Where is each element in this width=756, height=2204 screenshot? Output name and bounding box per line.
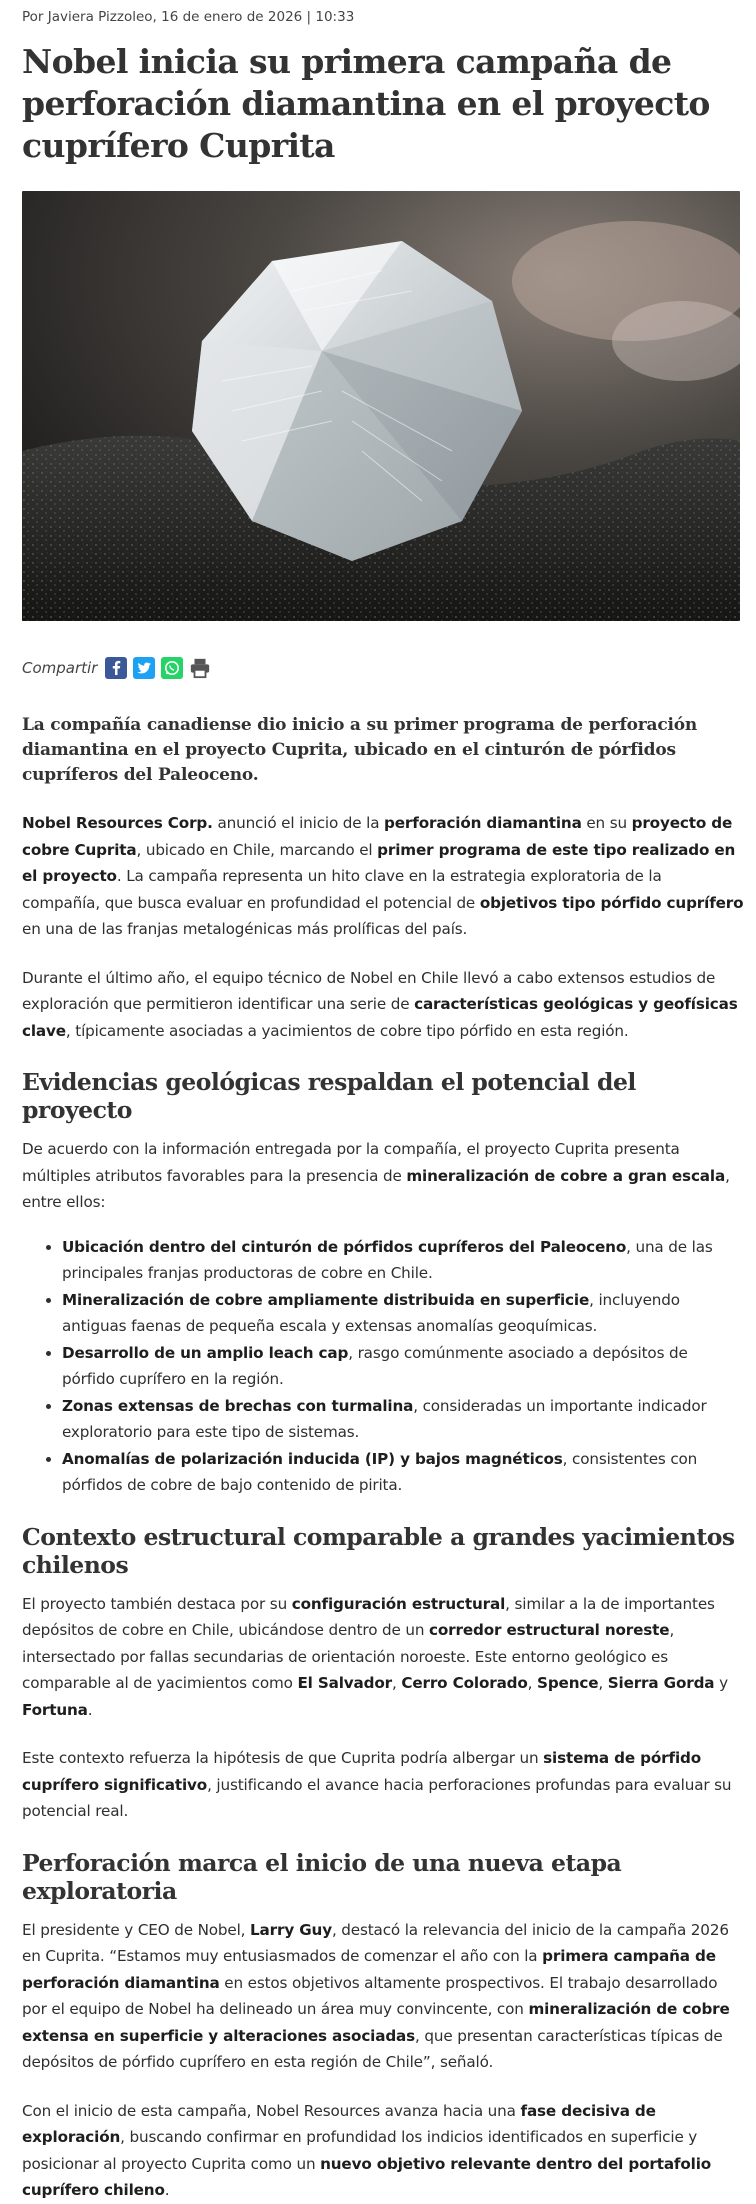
emphasis-text: Larry Guy [250,1920,332,1939]
twitter-icon[interactable] [133,657,155,679]
list-item: • Zonas extensas de brechas con turmalina, consideradas un importante indicador exploratorio para este tipo de sistemas. [62,1393,744,1446]
section-heading-evidencias: Evidencias geológicas respaldan el potencial del proyecto [22,1068,636,1124]
emphasis-text: Zonas extensas de brechas con turmalina [62,1396,414,1415]
list-item: • Mineralización de cobre ampliamente distribuida en superficie, incluyendo antiguas faenas de pequeña escala y extensas anomalías geoquímicas. [62,1287,744,1340]
emphasis-text: nuevo objetivo relevante dentro del portafolio cuprífero chileno [22,2154,712,2199]
emphasis-text: sistema de pórfido cuprífero significativo [22,1749,702,1794]
emphasis-text: Nobel Resources Corp. [22,814,213,832]
paragraph-5: Este contexto refuerza la hipótesis de que Cuprita podría albergar un sistema de pórfido cuprífero significativo, justificando el avance hacia perforaciones profundas para evaluar su potencial real. [22,1749,732,1820]
emphasis-text: Spence [537,1674,599,1692]
print-icon[interactable] [189,657,211,679]
emphasis-text: primer programa de este tipo realizado en el proyecto [22,840,736,885]
byline [22,8,744,30]
diamond-photo [22,191,740,621]
emphasis-text: características geológicas y geofísicas clave [22,995,738,1040]
emphasis-text: proyecto de cobre Cuprita [22,814,733,859]
emphasis-text: El Salvador [297,1674,392,1692]
emphasis-text: Ubicación dentro del cinturón de pórfidos cupríferos del Paleoceno [62,1237,627,1256]
hero-image [22,191,740,621]
list-item: • Anomalías de polarización inducida (IP) y bajos magnéticos, consistentes con pórfidos de cobre de bajo contenido de pirita. [62,1446,744,1499]
list-item: • Desarrollo de un amplio leach cap, rasgo comúnmente asociado a depósitos de pórfido cuprífero en la región. [62,1340,744,1393]
attributes-list [22,1234,744,1499]
share-label: Compartir [22,659,98,677]
emphasis-text: Cerro Colorado [401,1674,528,1692]
section-heading-perforacion: Perforación marca el inicio de una nueva etapa exploratoria [22,1848,622,1905]
share-bar [22,653,744,683]
article-page [22,0,744,2204]
paragraph-4: El proyecto también destaca por su configuración estructural, similar a la de importantes depósitos de cobre en Chile, ubicándose dentro de un corredor estructural noreste, intersectado por fallas secundarias de orientación noroeste. Este entorno geológico es comparable al de yacimientos como El Salvador, Cerro Colorado, Spence, Sierra Gorda y Fortuna. [22,1594,728,1719]
author-name[interactable]: Por Javiera Pizzoleo [22,9,153,25]
emphasis-text: Desarrollo de un amplio leach cap [62,1343,349,1362]
paragraph-2: Durante el último año, el equipo técnico de Nobel en Chile llevó a cabo extensos estudios de exploración que permitieron identificar una serie de características geológicas y geofísicas clave, típicamente asociadas a yacimientos de cobre tipo pórfido en esta región. [22,968,738,1040]
emphasis-text: Fortuna [22,1700,88,1719]
emphasis-text: corredor estructural noreste [429,1621,670,1639]
emphasis-text: mineralización de cobre a gran escala [406,1166,726,1185]
emphasis-text: mineralización de cobre extensa en superficie y alteraciones asociadas [22,2000,730,2045]
emphasis-text: Sierra Gorda [607,1674,715,1692]
paragraph-7: Con el inicio de esta campaña, Nobel Resources avanza hacia una fase decisiva de exploración, buscando confirmar en profundidad los indicios identificados en superficie y posicionar al proyecto Cuprita como un nuevo objetivo relevante dentro del portafolio cuprífero chileno. [22,2101,712,2199]
emphasis-text: Anomalías de polarización inducida (IP) y bajos magnéticos [62,1449,563,1468]
emphasis-text: configuración estructural [291,1594,506,1613]
article-title: Nobel inicia su primera campaña de perforación diamantina en el proyecto cuprífero Cuprita [22,42,710,165]
emphasis-text: primera campaña de perforación diamantina [22,1947,716,1992]
emphasis-text: Mineralización de cobre ampliamente distribuida en superficie [62,1290,590,1309]
paragraph-1: Nobel Resources Corp. anunció el inicio de la perforación diamantina en su proyecto de cobre Cuprita, ubicado en Chile, marcando el primer programa de este tipo realizado en el proyecto. La campaña representa un hito clave en la estrategia exploratoria de la compañía, que busca evaluar en profundidad el potencial de objetivos tipo pórfido cuprífero en una de las franjas metalogénicas más prolíficas del país. [22,814,744,938]
article-lead: La compañía canadiense dio inicio a su primer programa de perforación diamantina en el proyecto Cuprita, ubicado en el cinturón de pórfidos cupríferos del Paleoceno. [22,715,698,785]
paragraph-3: De acuerdo con la información entregada por la compañía, el proyecto Cuprita presenta múltiples atributos favorables para la presencia de mineralización de cobre a gran escala, entre ellos: [22,1140,730,1211]
section-heading-contexto: Contexto estructural comparable a grandes yacimientos chilenos [22,1522,735,1579]
publish-date: , 16 de enero de 2026 | 10:33 [152,9,355,25]
whatsapp-icon[interactable] [161,657,183,679]
emphasis-text: perforación diamantina [384,814,582,832]
emphasis-text: fase decisiva de exploración [22,2101,656,2146]
facebook-icon[interactable] [105,657,127,679]
emphasis-text: objetivos tipo pórfido cuprífero [479,893,744,912]
paragraph-6: El presidente y CEO de Nobel, Larry Guy, destacó la relevancia del inicio de la campaña 2026 en Cuprita. “Estamos muy entusiasmados de comenzar el año con la primera campaña de perforación diamantina en estos objetivos altamente prospectivos. El trabajo desarrollado por el equipo de Nobel ha delineado un área muy convincente, con mineralización de cobre extensa en superficie y alteraciones asociadas, que presentan características típicas de depósitos de pórfido cuprífero en esta región de Chile”, señaló. [22,1920,730,2071]
list-item: • Ubicación dentro del cinturón de pórfidos cupríferos del Paleoceno, una de las principales franjas productoras de cobre en Chile. [62,1234,744,1287]
